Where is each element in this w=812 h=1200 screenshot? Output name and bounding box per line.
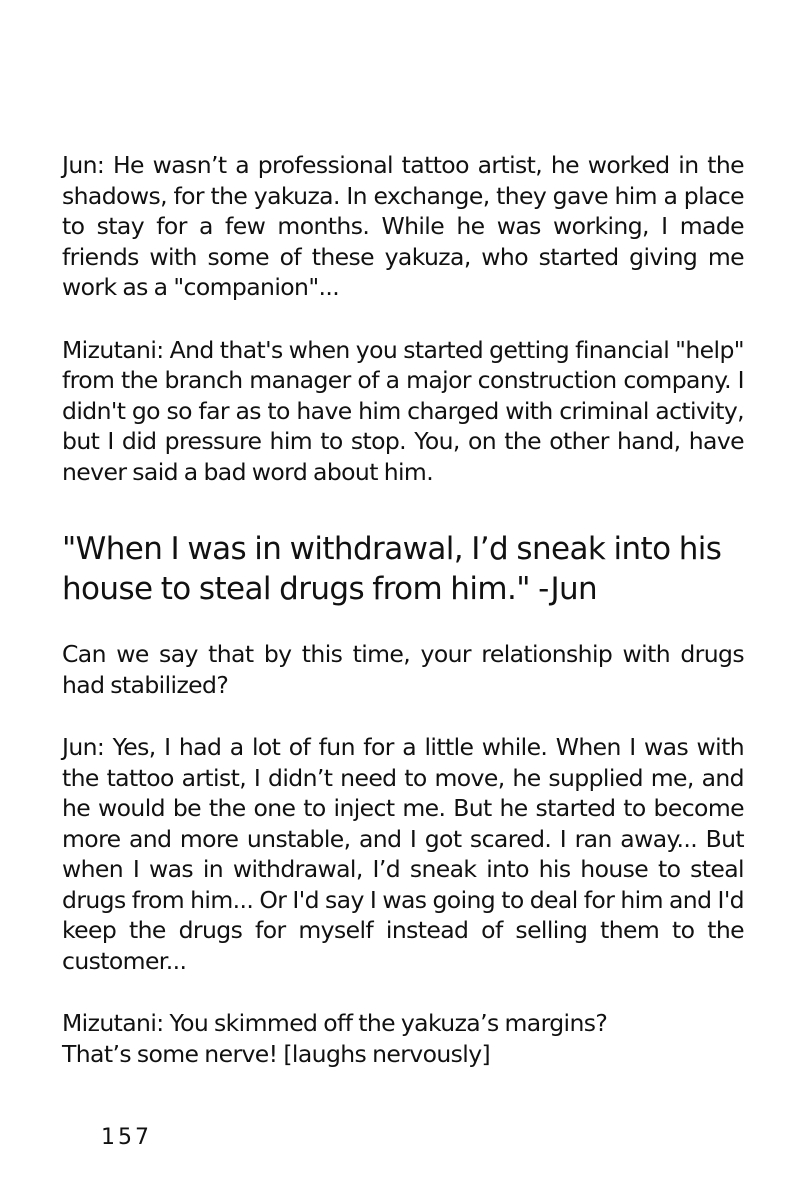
pull-quote: "When I was in withdrawal, I’d sneak into his house to steal drugs from him." -Jun [62,531,722,607]
page-body [62,150,744,1069]
paragraph-jun-tattoo-artist: Jun: He wasn’t a professional tattoo artist, he worked in the shadows, for the yakuza. In exchange, they gave him a place to stay for a few months. While he was working, I made friends with some of these yakuza, who started giving me work as a "companion"... [62,151,744,301]
page-number: 157 [101,1125,152,1150]
paragraph-jun-withdrawal: Jun: Yes, I had a lot of fun for a little while. When I was with the tattoo artist, I didn’t need to move, he supplied me, and he would be the one to inject me. But he started to become more and more unstable, and I got scared. I ran away... But when I was in withdrawal, I’d sneak into his house to steal drugs from him... Or I'd say I was going to deal for him and I'd keep the drugs for myself instead of selling them to the customer... [62,733,744,975]
paragraph-question-stabilized: Can we say that by this time, your relationship with drugs had stabilized? [62,640,744,699]
paragraph-mizutani-margins [62,1008,744,1069]
paragraph-mizutani-financial-help: Mizutani: And that's when you started getting financial "help" from the branch manager of a major construction company. I didn't go so far as to have him charged with criminal activity, but I did pressure him to stop. You, on the other hand, have never said a bad word about him. [62,335,744,486]
paragraph-line: That’s some nerve! [laughs nervously] [62,1039,491,1068]
paragraph-line: Mizutani: You skimmed off the yakuza’s margins? [62,1009,608,1037]
